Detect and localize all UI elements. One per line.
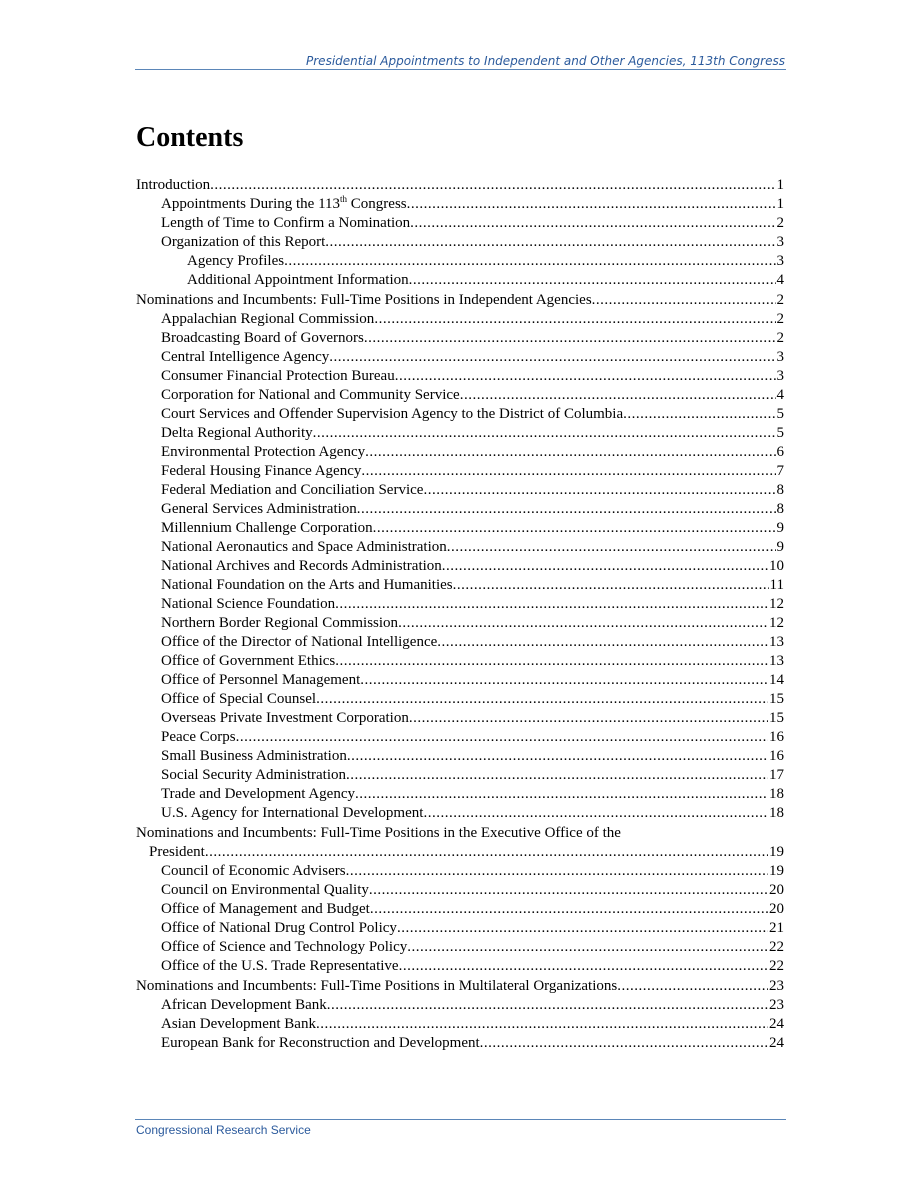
toc-entry-label: Introduction (136, 177, 211, 193)
dot-leader (365, 443, 775, 462)
toc-entry-agency-profiles[interactable] (136, 252, 784, 271)
toc-page-number: 16 (769, 729, 784, 745)
dot-leader (480, 1034, 768, 1053)
dot-leader (395, 367, 776, 386)
toc-entry-label: Additional Appointment Information (187, 272, 409, 288)
toc-entry[interactable] (136, 329, 784, 348)
toc-page-number: 13 (769, 653, 784, 669)
dot-leader (369, 881, 768, 900)
toc-entry[interactable] (136, 938, 784, 957)
toc-page-number: 3 (776, 349, 784, 365)
toc-entry[interactable] (136, 957, 784, 976)
toc-entry-label: Nominations and Incumbents: Full-Time Positions in Independent Agencies (136, 292, 592, 308)
toc-entry-label: Central Intelligence Agency (161, 349, 330, 365)
toc-entry[interactable] (136, 481, 784, 500)
toc-entry-label: Council on Environmental Quality (161, 882, 369, 898)
dot-leader (355, 785, 768, 804)
toc-page-number: 4 (776, 272, 784, 288)
toc-entry-label: Corporation for National and Community Service (161, 387, 460, 403)
toc-entry-appointments[interactable] (136, 195, 784, 214)
toc-page-number: 14 (769, 672, 784, 688)
toc-page-number: 8 (776, 482, 784, 498)
toc-entry-label: Office of Management and Budget (161, 901, 370, 917)
toc-entry-label: Office of National Drug Control Policy (161, 920, 397, 936)
dot-leader (623, 405, 775, 424)
toc-entry[interactable] (136, 424, 784, 443)
toc-page-number: 18 (769, 786, 784, 802)
toc-entry-organization[interactable] (136, 233, 784, 252)
toc-entry[interactable] (136, 462, 784, 481)
dot-leader (313, 424, 776, 443)
toc-entry-label: Appalachian Regional Commission (161, 311, 375, 327)
toc-entry-label: Office of Government Ethics (161, 653, 336, 669)
dot-leader (447, 538, 776, 557)
toc-entry[interactable] (136, 500, 784, 519)
running-header: Presidential Appointments to Independent and Other Agencies, 113th Congress (306, 54, 785, 68)
dot-leader (453, 576, 769, 595)
page-title: Contents (136, 122, 244, 153)
toc-entry-label: Office of Personnel Management (161, 672, 361, 688)
toc-entry-length[interactable] (136, 214, 784, 233)
toc-page-number: 9 (776, 520, 784, 536)
toc-entry-label: Trade and Development Agency (161, 786, 355, 802)
toc-page-number: 21 (769, 920, 784, 936)
toc-entry[interactable] (136, 1034, 784, 1053)
table-of-contents (136, 176, 784, 1053)
toc-entry-label: Appointments During the 113th Congress (161, 195, 407, 212)
toc-page-number: 6 (776, 444, 784, 460)
toc-entry-label: Delta Regional Authority (161, 425, 313, 441)
toc-entry[interactable] (136, 728, 784, 747)
dot-leader (423, 481, 775, 500)
dot-leader (210, 176, 775, 195)
toc-page-number: 3 (776, 234, 784, 250)
dot-leader (335, 652, 768, 671)
toc-page-number: 22 (769, 958, 784, 974)
toc-entry-label: Small Business Administration (161, 748, 347, 764)
dot-leader (325, 233, 775, 252)
toc-list-independent-agencies (136, 310, 784, 823)
dot-leader (370, 900, 768, 919)
toc-page-number: 4 (776, 387, 784, 403)
toc-page-number: 9 (776, 539, 784, 555)
toc-page-number: 2 (776, 215, 784, 231)
toc-entry-label: National Science Foundation (161, 596, 336, 612)
dot-leader (360, 671, 768, 690)
toc-entry[interactable] (136, 690, 784, 709)
toc-entry-label: Council of Economic Advisers (161, 863, 346, 879)
toc-page-number: 19 (769, 863, 784, 879)
dot-leader (460, 386, 776, 405)
toc-page-number: 7 (776, 463, 784, 479)
toc-entry[interactable] (136, 919, 784, 938)
toc-page-number: 23 (769, 978, 784, 994)
dot-leader (398, 614, 768, 633)
dot-leader (374, 310, 775, 329)
toc-page-number: 12 (769, 596, 784, 612)
toc-page-number: 1 (776, 177, 784, 193)
toc-entry-label: Office of Special Counsel (161, 691, 317, 707)
dot-leader (316, 1015, 768, 1034)
toc-page-number: 13 (769, 634, 784, 650)
toc-entry-label: General Services Administration (161, 501, 357, 517)
toc-entry[interactable] (136, 405, 784, 424)
toc-entry-label: Federal Housing Finance Agency (161, 463, 362, 479)
toc-entry[interactable] (136, 785, 784, 804)
toc-entry[interactable] (136, 804, 784, 823)
toc-section-independent-agencies[interactable] (136, 291, 784, 310)
toc-entry-label: Peace Corps (161, 729, 236, 745)
toc-entry[interactable] (136, 633, 784, 652)
dot-leader (335, 595, 768, 614)
toc-entry-label: Federal Mediation and Conciliation Service (161, 482, 424, 498)
toc-page-number: 22 (769, 939, 784, 955)
toc-entry-label: U.S. Agency for International Development (161, 805, 424, 821)
toc-entry-label: African Development Bank (161, 997, 327, 1013)
toc-entry-label: Length of Time to Confirm a Nomination (161, 215, 411, 231)
toc-entry[interactable] (136, 652, 784, 671)
toc-entry[interactable] (136, 1015, 784, 1034)
toc-page-number: 5 (776, 425, 784, 441)
toc-entry-label: Asian Development Bank (161, 1016, 316, 1032)
toc-entry-label: Office of the U.S. Trade Representative (161, 958, 399, 974)
dot-leader (397, 919, 768, 938)
toc-entry[interactable] (136, 538, 784, 557)
toc-entry[interactable] (136, 614, 784, 633)
toc-entry[interactable] (136, 709, 784, 728)
dot-leader (329, 348, 775, 367)
toc-entry[interactable] (136, 862, 784, 881)
dot-leader (410, 214, 775, 233)
toc-section-multilateral[interactable] (136, 977, 784, 996)
toc-entry[interactable] (136, 900, 784, 919)
toc-entry[interactable] (136, 367, 784, 386)
toc-entry-label: National Archives and Records Administration (161, 558, 442, 574)
dot-leader (592, 291, 776, 310)
toc-entry[interactable] (136, 671, 784, 690)
toc-page-number: 12 (769, 615, 784, 631)
dot-leader (442, 557, 768, 576)
dot-leader (399, 957, 768, 976)
dot-leader (346, 766, 768, 785)
toc-page-number: 18 (769, 805, 784, 821)
dot-leader (316, 690, 768, 709)
dot-leader (423, 804, 768, 823)
toc-page-number: 11 (769, 577, 784, 593)
toc-page-number: 3 (776, 368, 784, 384)
toc-list-executive-office (136, 862, 784, 976)
toc-entry[interactable] (136, 557, 784, 576)
toc-entry-label: European Bank for Reconstruction and Development (161, 1035, 480, 1051)
dot-leader (437, 633, 768, 652)
dot-leader (284, 252, 775, 271)
toc-entry-label: Environmental Protection Agency (161, 444, 366, 460)
toc-entry[interactable] (136, 576, 784, 595)
footer-rule (135, 1119, 786, 1120)
dot-leader (407, 195, 776, 214)
toc-entry-label: Court Services and Offender Supervision Agency to the District of Columbia (161, 406, 624, 422)
toc-entry-label: Northern Border Regional Commission (161, 615, 399, 631)
toc-entry-label: Office of Science and Technology Policy (161, 939, 408, 955)
toc-page-number: 5 (776, 406, 784, 422)
toc-entry-label: President (149, 844, 205, 860)
toc-page-number: 2 (776, 292, 784, 308)
footer-text: Congressional Research Service (136, 1123, 311, 1137)
toc-entry[interactable] (136, 310, 784, 329)
dot-leader (347, 747, 768, 766)
toc-entry-label: Consumer Financial Protection Bureau (161, 368, 395, 384)
toc-entry[interactable] (136, 348, 784, 367)
toc-entry[interactable] (136, 996, 784, 1015)
dot-leader (409, 271, 776, 290)
toc-page-number: 3 (776, 253, 784, 269)
toc-page-number: 19 (769, 844, 784, 860)
toc-page-number: 17 (769, 767, 784, 783)
toc-entry-label: Broadcasting Board of Governors (161, 330, 364, 346)
dot-leader (357, 500, 776, 519)
toc-list-multilateral (136, 996, 784, 1053)
toc-page-number: 2 (776, 311, 784, 327)
toc-page-number: 24 (769, 1035, 784, 1051)
toc-entry[interactable] (136, 766, 784, 785)
toc-page-number: 23 (769, 997, 784, 1013)
toc-page-number: 16 (769, 748, 784, 764)
toc-entry[interactable] (136, 881, 784, 900)
toc-page-number: 8 (776, 501, 784, 517)
toc-entry-label: National Aeronautics and Space Administration (161, 539, 447, 555)
toc-page-number: 20 (769, 901, 784, 917)
dot-leader (346, 862, 768, 881)
dot-leader (327, 996, 768, 1015)
toc-page-number: 15 (769, 710, 784, 726)
toc-entry[interactable] (136, 519, 784, 538)
toc-entry[interactable] (136, 747, 784, 766)
dot-leader (205, 843, 768, 862)
dot-leader (373, 519, 776, 538)
dot-leader (364, 329, 776, 348)
toc-page-number: 20 (769, 882, 784, 898)
dot-leader (361, 462, 775, 481)
toc-entry-label: Organization of this Report (161, 234, 326, 250)
toc-page-number: 2 (776, 330, 784, 346)
toc-section-eop-line1[interactable]: Nominations and Incumbents: Full-Time Positions in the Executive Office of the (136, 825, 621, 841)
header-rule (135, 69, 786, 70)
toc-page-number: 15 (769, 691, 784, 707)
dot-leader (407, 938, 768, 957)
toc-entry-label: National Foundation on the Arts and Humanities (161, 577, 453, 593)
toc-entry[interactable] (136, 386, 784, 405)
toc-entry[interactable] (136, 595, 784, 614)
toc-entry-label: Nominations and Incumbents: Full-Time Positions in Multilateral Organizations (136, 978, 618, 994)
toc-page-number: 10 (769, 558, 784, 574)
toc-entry-label: Millennium Challenge Corporation (161, 520, 373, 536)
toc-section-eop[interactable] (136, 843, 784, 862)
toc-entry-additional-info[interactable] (136, 271, 784, 290)
toc-page-number: 24 (769, 1016, 784, 1032)
toc-entry-label: Agency Profiles (187, 253, 285, 269)
toc-entry[interactable] (136, 443, 784, 462)
toc-entry-introduction[interactable] (136, 176, 784, 195)
toc-page-number: 1 (776, 196, 784, 212)
toc-entry-label: Overseas Private Investment Corporation (161, 710, 409, 726)
dot-leader (236, 728, 768, 747)
toc-entry-label: Office of the Director of National Intelligence (161, 634, 438, 650)
toc-entry-label: Social Security Administration (161, 767, 346, 783)
dot-leader (617, 977, 768, 996)
dot-leader (409, 709, 768, 728)
